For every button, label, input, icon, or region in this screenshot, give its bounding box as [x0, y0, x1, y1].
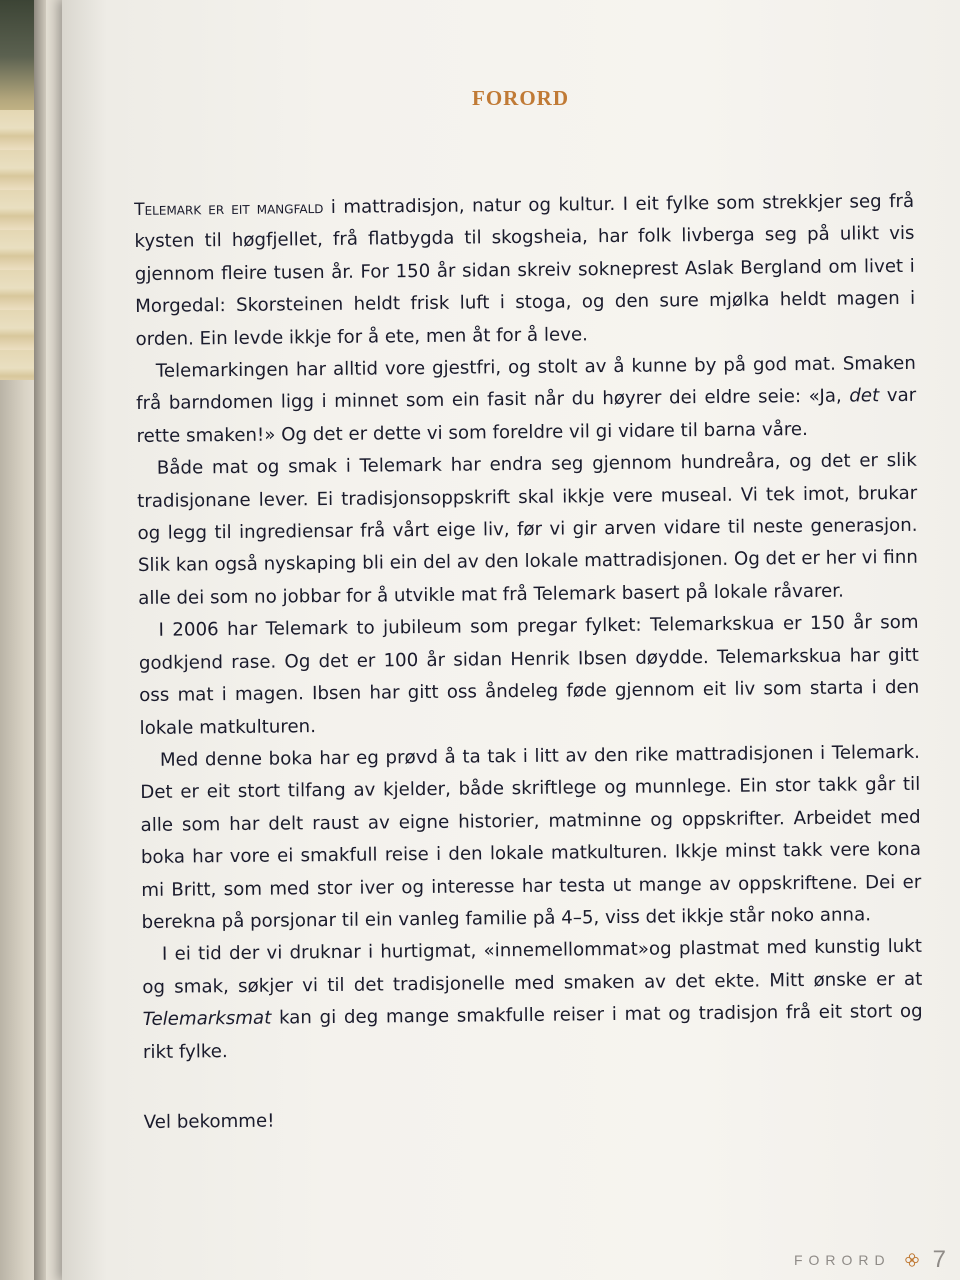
paragraph-2 — [136, 348, 917, 453]
page-gutter-shadow — [34, 0, 46, 1280]
paragraph-2-text-before: Telemarkingen har alltid vore gjestfri, og stolt av å kunne by på god mat. Smaken frå barndomen ligg i minnet som ein fasit når du høyrer dei eldre seie: «Ja, — [136, 352, 916, 415]
page-content — [62, 0, 960, 1280]
previous-page-photo-detail — [0, 110, 38, 380]
paragraph-4: I 2006 har Telemark to jubileum som pregar fylket: Telemarkskua er 150 år som godkjend rase. Og det er 100 år sidan Henrik Ibsen døydde. Telemarkskua har gitt oss mat i magen. Ibsen har gitt oss åndeleg føde gjennom eit liv som starta i den lokale matkulturen. — [138, 612, 920, 739]
page-number: 7 — [932, 1246, 946, 1273]
paragraph-1-text: i mattradisjon, natur og kultur. I eit fylke som strekkjer seg frå kysten til høgfjellet, frå flatbygda til skogsheia, har folk livberga seg på ulikt vis gjennom fleire tusen år. For 150 år sidan skreiv sokneprest Aslak Bergland om livet i Morgedal: Skorsteinen heldt frisk luft i stoga, og den sure mjølka heldt magen i orden. Ein levde ikkje for å ete, men åt for å leve. — [134, 190, 916, 350]
paragraph-6 — [142, 931, 923, 1069]
paragraph-3: Både mat og smak i Telemark har endra seg gjennom hundreåra, og det er slik tradisjonane lever. Ei tradisjonsoppskrift skal ikkje vere museal. Vi tek imot, brukar og legg til ingrediensar frå vårt eige liv, før vi gir arven vidare til neste generasjon. Slik kan også nyskaping bli ein del av den lokale mattradisjonen. Og det er her vi finn alle dei som no jobbar for å utvikle mat frå Telemark basert på lokale råvarer. — [137, 450, 918, 609]
book-title-italic: Telemarksmat — [142, 1007, 272, 1031]
paragraph-6-text-after: kan gi deg mange smakfulle reiser i mat og tradisjon frå eit stort og rikt fylke. — [142, 1000, 923, 1063]
body-text — [134, 186, 924, 1139]
lead-in-smallcaps: Telemark er eit mangfald — [134, 198, 324, 220]
flower-ornament-icon — [905, 1253, 919, 1267]
book-page — [62, 0, 960, 1280]
closing-line: Vel bekomme! — [143, 1110, 275, 1133]
paragraph-6-text-before: I ei tid der vi druknar i hurtigmat, «innemellommat»og plastmat med kunstig lukt og smak, søkjer vi til det tradisjonelle med smaken av det ekte. Mitt ønske er at — [142, 936, 923, 998]
previous-page-photo — [0, 0, 34, 125]
paragraph-2-italic: det — [849, 385, 880, 407]
paragraph-1 — [134, 186, 916, 356]
paragraph-2-text-after: var rette smaken!» Og det er dette vi som foreldre vil gi vidare til barna våre. — [136, 385, 917, 447]
paragraph-5: Med denne boka har eg prøvd å ta tak i litt av den rike mattradisjonen i Telemark. Det er eit stort tilfang av kjelder, både skriftlege og munnlege. Ein stor takk går til alle som har delt raust av eigne historier, matminne og oppskrifter. Arbeidet med boka har vore ei smakfull reise i den lokale matkulturen. Ikkje minst takk vere kona mi Britt, som med stor iver og interesse har testa ut mange av oppskriftene. Dei er berekna på porsjonar til ein vanleg familie på 4–5, viss det ikkje står noko anna. — [140, 741, 922, 933]
chapter-title: FORORD — [472, 86, 569, 110]
page-footer — [794, 1246, 946, 1274]
running-head: FORORD — [793, 1252, 891, 1268]
